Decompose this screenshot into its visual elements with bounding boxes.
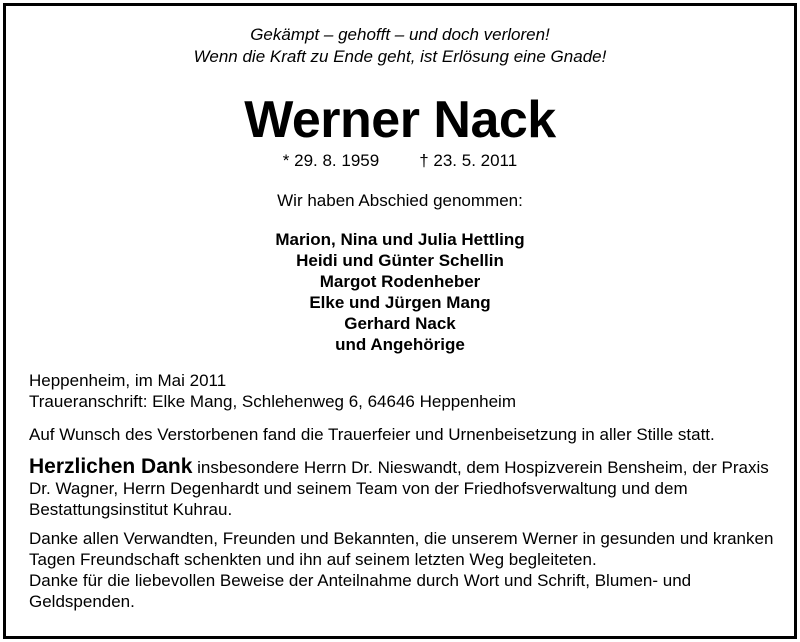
- motto-line-1: Gekämpt – gehofft – und doch verloren!: [250, 25, 550, 44]
- deceased-name: Werner Nack: [244, 91, 556, 149]
- condolence-thanks: Danke für die liebevollen Beweise der Anteilnahme durch Wort und Schrift, Blumen- und Geldspenden.: [29, 571, 692, 611]
- place-date: Heppenheim, im Mai 2011: [29, 371, 227, 390]
- mourner: Gerhard Nack: [344, 314, 456, 333]
- thanks-text: insbesondere Herrn Dr. Nieswandt, dem Hospizverein Bensheim, der Praxis Dr. Wagner, Herrn Degenhardt und seinem Team von der Friedhofsverwaltung und dem Bestattungsinstitut Kuhrau.: [29, 458, 769, 519]
- death-date: † 23. 5. 2011: [419, 151, 518, 170]
- life-dates: [0, 150, 800, 172]
- mourner: und Angehörige: [335, 335, 465, 354]
- birth-date: * 29. 8. 1959: [282, 151, 380, 170]
- funeral-note-text: Auf Wunsch des Verstorbenen fand die Trauerfeier und Urnenbeisetzung in aller Stille statt.: [29, 425, 715, 444]
- mourner: Elke und Jürgen Mang: [309, 293, 491, 312]
- place-and-address: [29, 370, 774, 412]
- mourners-list: [0, 229, 800, 355]
- motto: [0, 24, 800, 68]
- mourner: Heidi und Günter Schellin: [296, 251, 504, 270]
- mourning-address: Traueranschrift: Elke Mang, Schlehenweg 6, 64646 Heppenheim: [29, 392, 516, 411]
- thanks-section: [29, 456, 774, 520]
- thanks-heading: Herzlichen Dank: [29, 455, 193, 478]
- farewell-line: Wir haben Abschied genommen:: [277, 191, 523, 210]
- gratitude-section: [29, 528, 774, 612]
- motto-line-2: Wenn die Kraft zu Ende geht, ist Erlösung eine Gnade!: [193, 47, 607, 66]
- mourner: Margot Rodenheber: [319, 272, 481, 291]
- mourner: Marion, Nina und Julia Hettling: [275, 230, 525, 249]
- funeral-note: [29, 424, 774, 445]
- friends-thanks: Danke allen Verwandten, Freunden und Bekannten, die unserem Werner in gesunden und kranken Tagen Freundschaft schenkten und ihn auf seinem letzten Weg begleiteten.: [29, 529, 774, 569]
